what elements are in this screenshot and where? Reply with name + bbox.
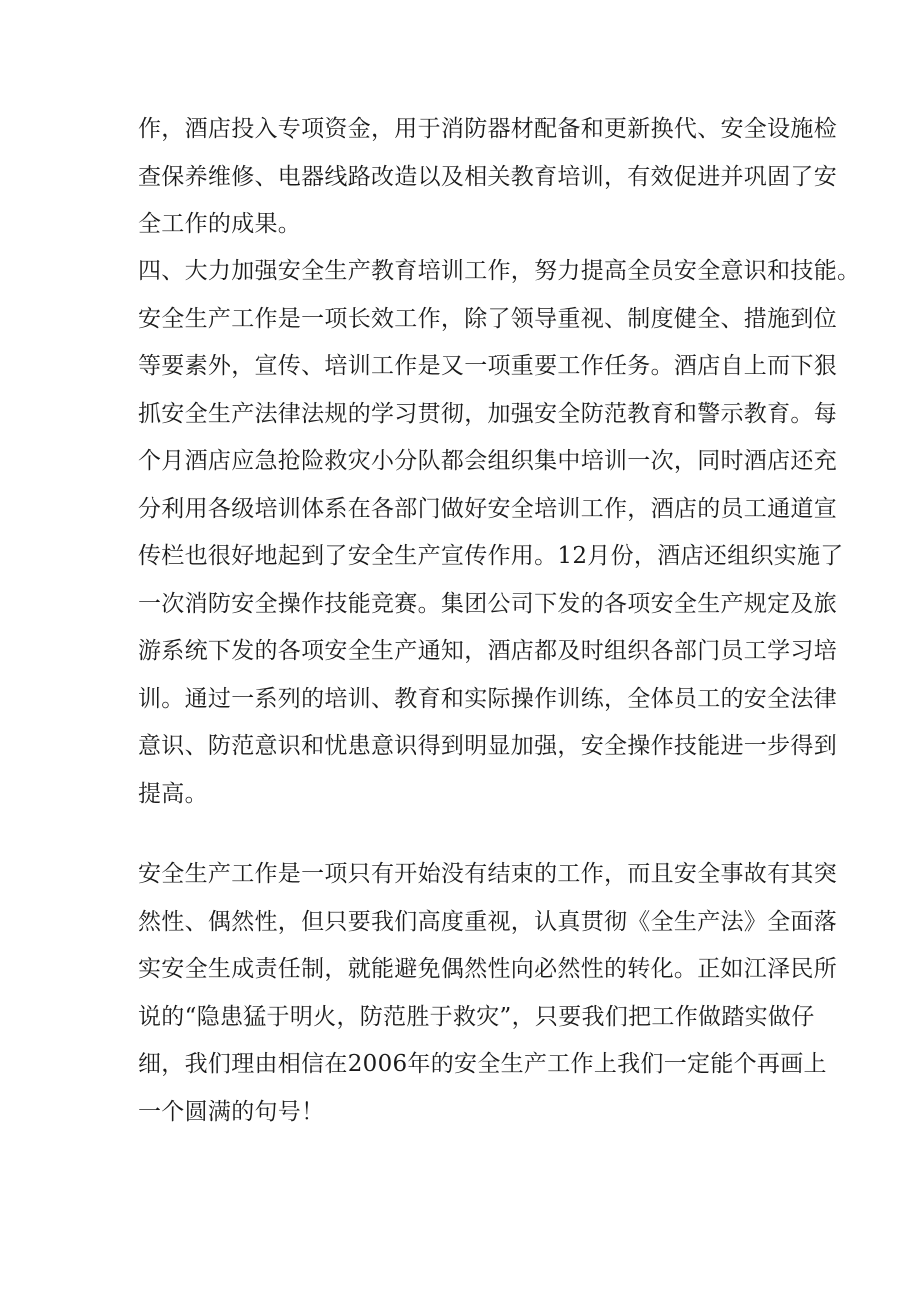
text-line: 游系统下发的各项安全生产通知，酒店都及时组织各部门员工学习培 xyxy=(138,638,837,664)
text-line: 然性、偶然性，但只要我们高度重视，认真贯彻《全生产法》全面落 xyxy=(138,908,837,935)
text-line: 全工作的成果。 xyxy=(138,211,302,237)
text-line: 意识、防范意识和忧患意识得到明显加强，安全操作技能进一步得到 xyxy=(138,733,837,759)
text-line: 提高。 xyxy=(138,780,208,807)
text-line: 细，我们理由相信在2006年的安全生产工作上我们一定能个再画上 xyxy=(138,1051,827,1077)
text-line: 一个圆满的句号！ xyxy=(138,1098,325,1125)
text-line: 查保养维修、电器线路改造以及相关教育培训，有效促进并巩固了安 xyxy=(138,163,837,190)
text-line: 作，酒店投入专项资金，用于消防器材配备和更新换代、安全设施检 xyxy=(138,116,837,142)
text-line: 说的“隐患猛于明火，防范胜于救灾”，只要我们把工作做踏实做仔 xyxy=(138,1003,815,1030)
text-line: 实安全生成责任制，就能避免偶然性向必然性的转化。正如江泽民所 xyxy=(138,956,837,982)
text-line: 一次消防安全操作技能竞赛。集团公司下发的各项安全生产规定及旅 xyxy=(138,590,837,617)
text-line: 安全生产工作是一项长效工作，除了领导重视、制度健全、措施到位 xyxy=(138,305,837,332)
section-heading-line: 四、大力加强安全生产教育培训工作，努力提高全员安全意识和技能。 xyxy=(138,258,861,284)
text-line: 等要素外，宣传、培训工作是又一项重要工作任务。酒店自上而下狠 xyxy=(138,353,837,379)
paragraph-safety-training xyxy=(138,248,861,818)
text-line: 个月酒店应急抢险救灾小分队都会组织集中培训一次，同时酒店还充 xyxy=(138,448,837,474)
text-line: 抓安全生产法律法规的学习贯彻，加强安全防范教育和警示教育。每 xyxy=(138,400,837,427)
text-line: 传栏也很好地起到了安全生产宣传作用。12月份，酒店还组织实施了 xyxy=(138,543,844,569)
paragraph-fire-safety-funding xyxy=(138,106,837,249)
text-line: 安全生产工作是一项只有开始没有结束的工作，而且安全事故有其突 xyxy=(138,861,837,887)
text-line: 训。通过一系列的培训、教育和实际操作训练，全体员工的安全法律 xyxy=(138,685,837,712)
paragraph-conclusion xyxy=(138,851,837,1136)
text-line: 分利用各级培训体系在各部门做好安全培训工作，酒店的员工通道宣 xyxy=(138,495,837,522)
